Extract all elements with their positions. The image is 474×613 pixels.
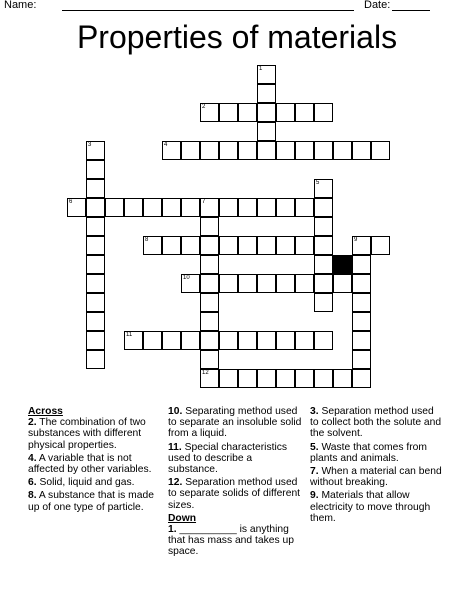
clue-down-7: 7. When a material can bend without breaking. (310, 466, 442, 489)
grid-number-11: 11 (126, 332, 133, 338)
grid-cell[interactable] (257, 65, 276, 84)
grid-cell[interactable] (219, 236, 238, 255)
grid-number-1: 1 (259, 66, 263, 72)
grid-cell[interactable] (257, 331, 276, 350)
grid-cell[interactable] (314, 255, 333, 274)
clues-column-1 (28, 406, 162, 515)
grid-cell[interactable] (181, 236, 200, 255)
grid-cell[interactable] (314, 293, 333, 312)
grid-cell[interactable] (314, 198, 333, 217)
clue-across-6: 6. Solid, liquid and gas. (28, 477, 135, 489)
grid-cell[interactable] (257, 122, 276, 141)
grid-cell[interactable] (219, 103, 238, 122)
grid-cell[interactable] (162, 141, 181, 160)
grid-cell[interactable] (124, 331, 143, 350)
grid-cell[interactable] (314, 217, 333, 236)
grid-cell[interactable] (352, 255, 371, 274)
grid-cell[interactable] (219, 198, 238, 217)
grid-cell[interactable] (257, 274, 276, 293)
grid-number-9: 9 (354, 237, 358, 243)
grid-cell[interactable] (371, 236, 390, 255)
grid-cell[interactable] (295, 274, 314, 293)
grid-cell[interactable] (238, 103, 257, 122)
grid-cell[interactable] (181, 198, 200, 217)
grid-cell[interactable] (276, 141, 295, 160)
grid-cell[interactable] (314, 179, 333, 198)
grid-cell[interactable] (295, 331, 314, 350)
grid-cell[interactable] (200, 236, 219, 255)
clue-down-9: 9. Materials that allow electricity to move through them. (310, 490, 431, 524)
clue-across-2: 2. The combination of two substances with different physical properties. (28, 417, 146, 451)
grid-cell[interactable] (86, 293, 105, 312)
grid-cell[interactable] (352, 274, 371, 293)
grid-cell[interactable] (257, 198, 276, 217)
grid-cell[interactable] (352, 236, 371, 255)
grid-cell[interactable] (352, 331, 371, 350)
clue-across-10: 10. Separating method used to separate an insoluble solid from a liquid. (168, 406, 302, 440)
grid-cell[interactable] (219, 141, 238, 160)
grid-cell[interactable] (86, 217, 105, 236)
grid-cell[interactable] (352, 312, 371, 331)
grid-cell[interactable] (219, 274, 238, 293)
grid-cell[interactable] (314, 331, 333, 350)
grid-cell[interactable] (86, 331, 105, 350)
grid-cell[interactable] (295, 198, 314, 217)
clue-down-5: 5. Waste that comes from plants and animals. (310, 441, 427, 464)
grid-cell[interactable] (238, 274, 257, 293)
grid-cell[interactable] (352, 141, 371, 160)
grid-number-4: 4 (164, 142, 168, 148)
grid-cell[interactable] (333, 141, 352, 160)
grid-cell[interactable] (105, 198, 124, 217)
grid-cell[interactable] (181, 331, 200, 350)
grid-cell[interactable] (200, 369, 219, 388)
grid-cell[interactable] (333, 274, 352, 293)
clue-across-12: 12. Separation method used to separate solids of different sizes. (168, 477, 301, 511)
grid-cell[interactable] (86, 312, 105, 331)
grid-cell[interactable] (86, 198, 105, 217)
grid-cell[interactable] (143, 236, 162, 255)
grid-cell[interactable] (238, 141, 257, 160)
grid-number-6: 6 (69, 199, 73, 205)
grid-cell[interactable] (200, 331, 219, 350)
grid-cell[interactable] (200, 312, 219, 331)
grid-cell[interactable] (200, 141, 219, 160)
page-title: Properties of materials (76, 19, 398, 55)
name-label: Name: (4, 0, 37, 11)
grid-cell[interactable] (276, 369, 295, 388)
grid-cell[interactable] (257, 369, 276, 388)
grid-cell[interactable] (200, 198, 219, 217)
grid-cell[interactable] (238, 198, 257, 217)
black-cell (333, 255, 352, 274)
grid-cell[interactable] (200, 293, 219, 312)
clue-down-1: 1. __________ is anything that has mass and takes up space. (168, 524, 294, 558)
grid-cell[interactable] (352, 350, 371, 369)
clue-across-11: 11. Special characteristics used to describe a substance. (168, 441, 288, 476)
grid-cell[interactable] (238, 369, 257, 388)
across-heading: Across (28, 406, 63, 417)
grid-cell[interactable] (200, 103, 219, 122)
grid-cell[interactable] (143, 198, 162, 217)
grid-cell[interactable] (352, 369, 371, 388)
grid-cell[interactable] (200, 350, 219, 369)
grid-number-2: 2 (202, 104, 206, 110)
grid-cell[interactable] (86, 236, 105, 255)
grid-number-8: 8 (145, 237, 149, 243)
grid-number-12: 12 (202, 370, 209, 376)
grid-cell[interactable] (238, 331, 257, 350)
grid-cell[interactable] (276, 331, 295, 350)
grid-cell[interactable] (314, 141, 333, 160)
date-label: Date: (364, 0, 391, 11)
grid-cell[interactable] (371, 141, 390, 160)
grid-cell[interactable] (200, 217, 219, 236)
grid-cell[interactable] (200, 274, 219, 293)
grid-cell[interactable] (181, 274, 200, 293)
grid-cell[interactable] (295, 369, 314, 388)
grid-cell[interactable] (257, 103, 276, 122)
clues-column-2 (168, 406, 304, 560)
grid-cell[interactable] (314, 103, 333, 122)
clues-column-3 (310, 406, 444, 526)
grid-cell[interactable] (257, 236, 276, 255)
clue-across-8: 8. A substance that is made up of one type of particle. (28, 490, 154, 513)
grid-cell[interactable] (352, 293, 371, 312)
grid-number-7: 7 (202, 199, 206, 205)
grid-cell[interactable] (162, 198, 181, 217)
grid-cell[interactable] (86, 160, 105, 179)
grid-cell[interactable] (162, 331, 181, 350)
grid-cell[interactable] (295, 236, 314, 255)
grid-number-10: 10 (183, 275, 190, 281)
grid-cell[interactable] (86, 255, 105, 274)
grid-cell[interactable] (276, 103, 295, 122)
clue-down-3: 3. Separation method used to collect both the solute and the solvent. (310, 406, 442, 440)
grid-cell[interactable] (67, 198, 86, 217)
grid-cell[interactable] (314, 274, 333, 293)
grid-cell[interactable] (181, 141, 200, 160)
grid-cell[interactable] (86, 141, 105, 160)
grid-cell[interactable] (86, 274, 105, 293)
grid-number-3: 3 (88, 142, 92, 148)
grid-number-5: 5 (316, 180, 320, 186)
grid-cell[interactable] (162, 236, 181, 255)
grid-cell[interactable] (238, 236, 257, 255)
grid-cell[interactable] (219, 331, 238, 350)
grid-cell[interactable] (295, 141, 314, 160)
clue-across-4: 4. A variable that is not affected by other variables. (28, 452, 152, 476)
grid-cell[interactable] (276, 198, 295, 217)
grid-cell[interactable] (276, 274, 295, 293)
grid-cell[interactable] (333, 369, 352, 388)
grid-cell[interactable] (219, 369, 238, 388)
grid-cell[interactable] (200, 255, 219, 274)
grid-cell[interactable] (86, 350, 105, 369)
grid-cell[interactable] (314, 369, 333, 388)
grid-cell[interactable] (314, 236, 333, 255)
grid-cell[interactable] (86, 179, 105, 198)
down-heading: Down (168, 512, 197, 524)
grid-cell[interactable] (257, 141, 276, 160)
grid-cell[interactable] (143, 331, 162, 350)
grid-cell[interactable] (257, 84, 276, 103)
grid-cell[interactable] (124, 198, 143, 217)
grid-cell[interactable] (276, 236, 295, 255)
grid-cell[interactable] (295, 103, 314, 122)
